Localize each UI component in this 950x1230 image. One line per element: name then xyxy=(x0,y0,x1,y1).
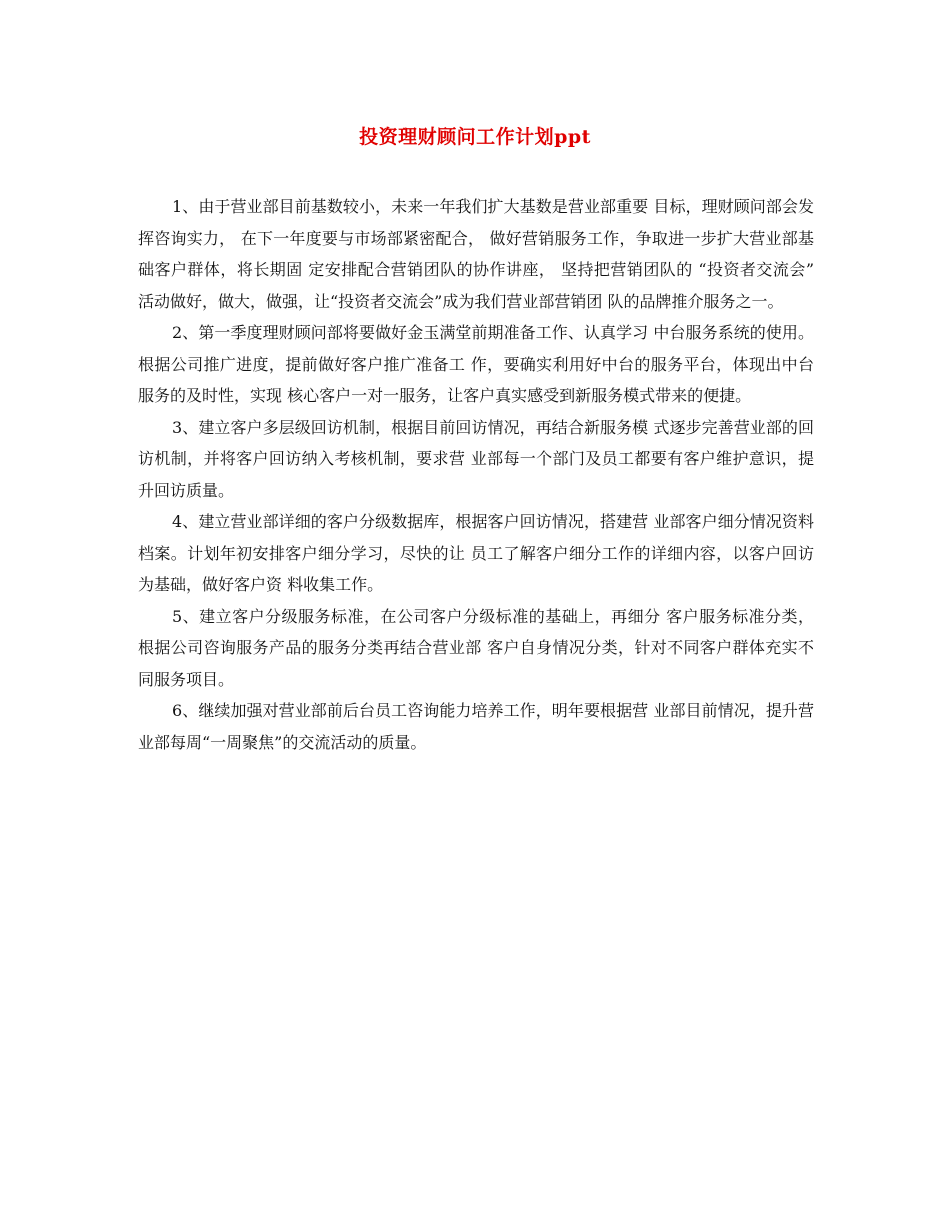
paragraph-4: 4、建立营业部详细的客户分级数据库，根据客户回访情况，搭建营 业部客户细分情况资料档案。计划年初安排客户细分学习，尽快的让 员工了解客户细分工作的详细内容，以客户回访为基础，做好客户资 料收集工作。 xyxy=(138,512,814,594)
paragraph-2: 2、第一季度理财顾问部将要做好金玉满堂前期准备工作、认真学习 中台服务系统的使用。根据公司推广进度，提前做好客户推广准备工 作，要确实利用好中台的服务平台，体现出中台服务的及时性，实现 核心客户一对一服务，让客户真实感受到新服务模式带来的便捷。 xyxy=(138,323,814,405)
document-body xyxy=(138,191,814,758)
paragraph-5: 5、建立客户分级服务标准，在公司客户分级标准的基础上，再细分 客户服务标准分类， 根据公司咨询服务产品的服务分类再结合营业部 客户自身情况分类，针对不同客户群体充实不同服务项目。 xyxy=(138,606,814,689)
paragraph-1: 1、由于营业部目前基数较小，未来一年我们扩大基数是营业部重要 目标，理财顾问部会发挥咨询实力， 在下一年度要与市场部紧密配合， 做好营销服务工作，争取进一步扩大营业部基础客户群体，将长期固 定安排配合营销团队的协作讲座， 坚持把营销团队的 “投资者交流会” 活动做好，做大，做强，让“投资者交流会”成为我们营业部营销团 队的品牌推介服务之一。 xyxy=(138,197,814,311)
paragraph-6: 6、继续加强对营业部前后台员工咨询能力培养工作，明年要根据营 业部目前情况，提升营业部每周“一周聚焦”的交流活动的质量。 xyxy=(138,701,814,752)
document-title: 投资理财顾问工作计划ppt xyxy=(359,126,591,148)
paragraph-3: 3、建立客户多层级回访机制，根据目前回访情况，再结合新服务模 式逐步完善营业部的回访机制，并将客户回访纳入考核机制，要求营 业部每一个部门及员工都要有客户维护意识，提升回访质量。 xyxy=(138,417,814,500)
